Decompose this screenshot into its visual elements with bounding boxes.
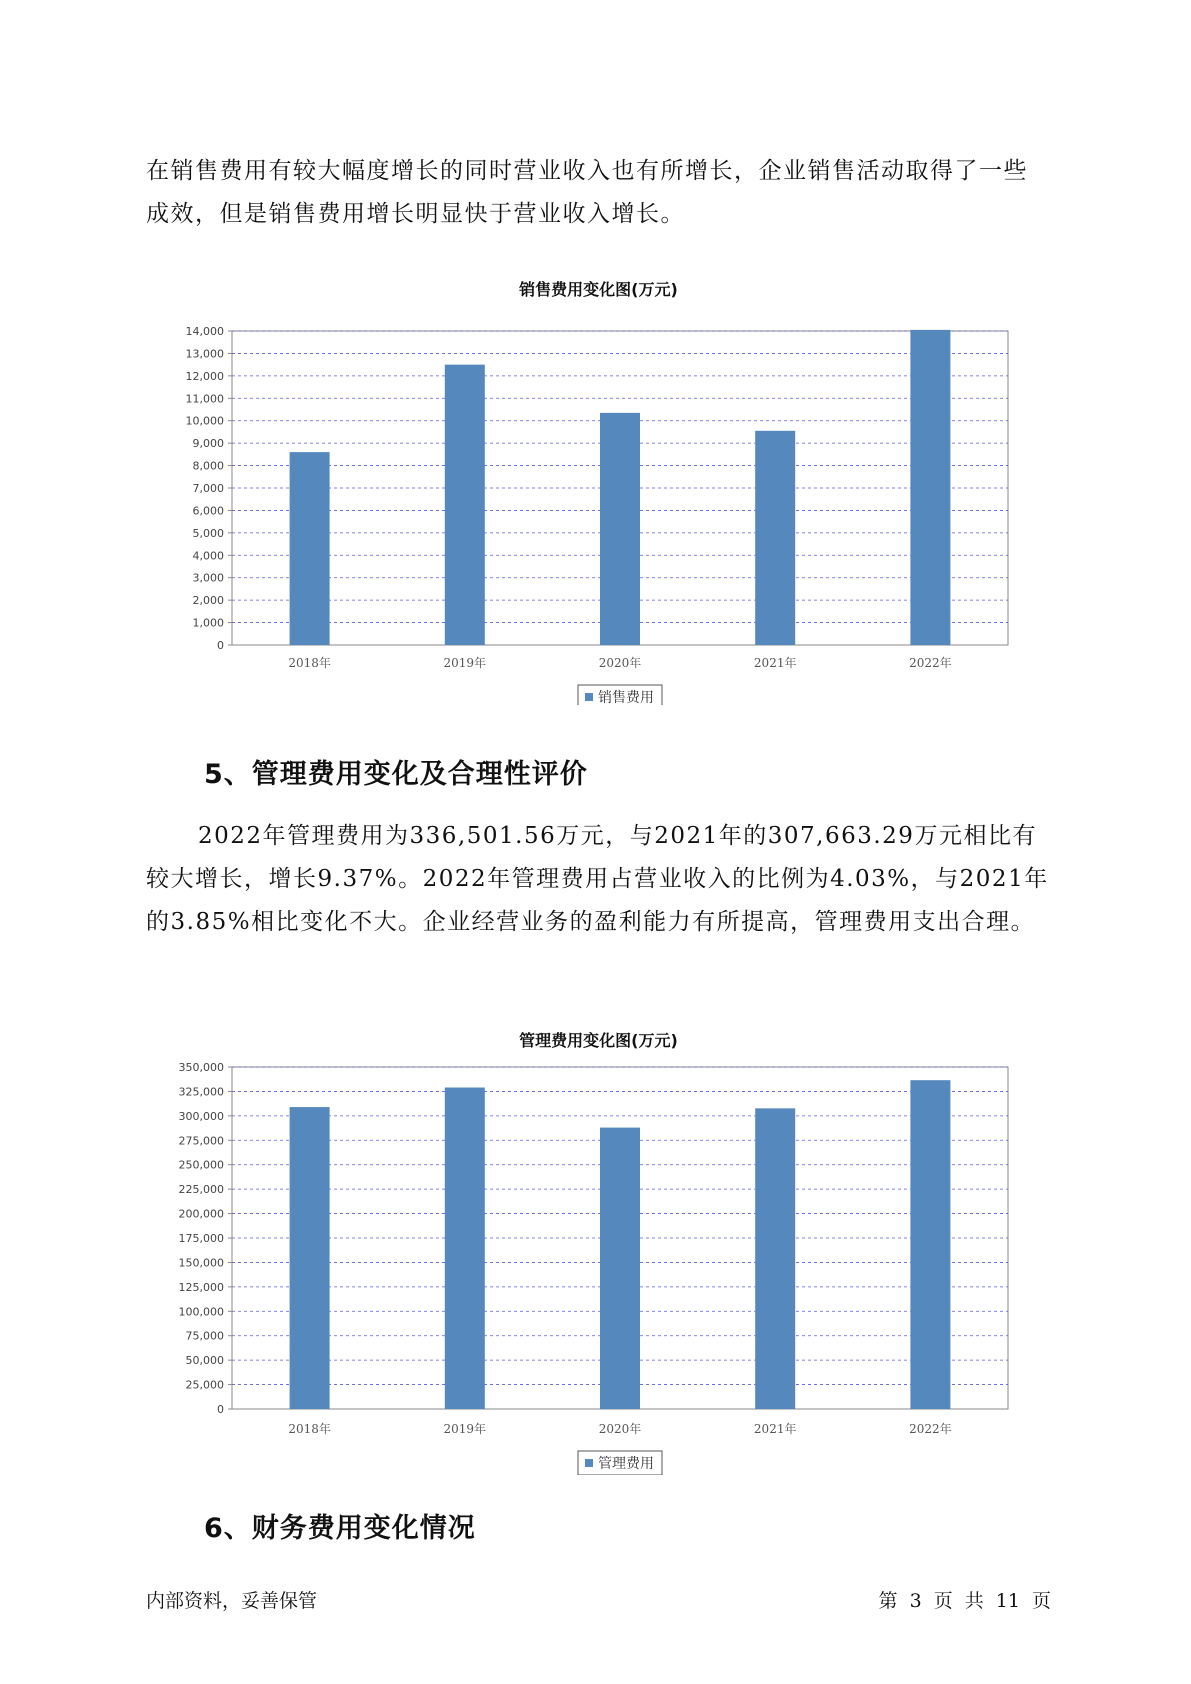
admin-expense-chart bbox=[146, 1055, 1051, 1475]
x-tick-label: 2018年 bbox=[288, 656, 331, 670]
bar bbox=[445, 365, 485, 645]
y-tick-label: 9,000 bbox=[192, 437, 224, 451]
y-tick-label: 10,000 bbox=[185, 414, 224, 428]
y-tick-label: 275,000 bbox=[178, 1134, 224, 1148]
section-heading-5: 5、管理费用变化及合理性评价 bbox=[204, 759, 588, 790]
x-tick-label: 2018年 bbox=[288, 1422, 331, 1436]
y-tick-label: 6,000 bbox=[192, 504, 224, 518]
paragraph-admin-summary: 2022年管理费用为336,501.56万元，与2021年的307,663.29万元相比有较大增长，增长9.37%。2022年管理费用占营业收入的比例为4.03%，与2021年的3.85%相比变化不大。企业经营业务的盈利能力有所提高，管理费用支出合理。 bbox=[146, 823, 1049, 935]
y-tick-label: 11,000 bbox=[185, 392, 224, 406]
y-tick-label: 350,000 bbox=[178, 1061, 224, 1074]
x-tick-label: 2019年 bbox=[443, 656, 487, 670]
bar bbox=[910, 1080, 950, 1409]
y-tick-label: 125,000 bbox=[178, 1280, 224, 1294]
legend-label: 管理费用 bbox=[598, 1456, 654, 1472]
sales-expense-chart bbox=[146, 305, 1051, 705]
y-tick-label: 325,000 bbox=[178, 1085, 224, 1099]
legend-swatch bbox=[585, 693, 593, 701]
legend bbox=[578, 1451, 662, 1475]
y-tick-label: 5,000 bbox=[192, 526, 224, 540]
x-tick-label: 2021年 bbox=[753, 656, 797, 670]
y-tick-label: 2,000 bbox=[192, 594, 224, 608]
chart-title-admin: 管理费用变化图(万元) bbox=[519, 1031, 678, 1050]
y-tick-label: 12,000 bbox=[185, 369, 224, 383]
y-tick-label: 100,000 bbox=[178, 1305, 224, 1319]
y-tick-label: 1,000 bbox=[192, 616, 224, 630]
bar bbox=[290, 452, 330, 645]
y-tick-label: 14,000 bbox=[185, 325, 224, 338]
x-tick-label: 2019年 bbox=[443, 1422, 487, 1436]
legend-swatch bbox=[585, 1459, 593, 1467]
y-tick-label: 50,000 bbox=[185, 1354, 224, 1368]
legend bbox=[578, 685, 662, 705]
bar bbox=[910, 330, 950, 645]
x-tick-label: 2022年 bbox=[909, 1422, 952, 1436]
x-tick-label: 2021年 bbox=[753, 1422, 797, 1436]
chart-title-sales: 销售费用变化图(万元) bbox=[519, 280, 678, 299]
paragraph-sales-summary: 在销售费用有较大幅度增长的同时营业收入也有所增长，企业销售活动取得了一些成效，但是销售费用增长明显快于营业收入增长。 bbox=[146, 158, 1028, 227]
footer-confidential-note: 内部资料，妥善保管 bbox=[146, 1590, 318, 1612]
y-tick-label: 75,000 bbox=[185, 1329, 224, 1343]
y-tick-label: 175,000 bbox=[178, 1232, 224, 1245]
bar bbox=[600, 1128, 640, 1409]
footer-page-number: 第 3 页 共 11 页 bbox=[878, 1590, 1051, 1612]
y-tick-label: 4,000 bbox=[192, 549, 224, 563]
y-tick-label: 225,000 bbox=[178, 1183, 224, 1197]
bar bbox=[600, 413, 640, 645]
x-tick-label: 2020年 bbox=[598, 656, 642, 670]
y-tick-label: 0 bbox=[217, 639, 224, 652]
y-tick-label: 150,000 bbox=[178, 1256, 224, 1270]
y-tick-label: 200,000 bbox=[178, 1207, 224, 1221]
y-tick-label: 3,000 bbox=[192, 571, 224, 585]
y-tick-label: 8,000 bbox=[192, 459, 224, 473]
bar bbox=[755, 431, 795, 645]
y-tick-label: 7,000 bbox=[192, 482, 224, 495]
bar bbox=[290, 1107, 330, 1409]
x-tick-label: 2020年 bbox=[598, 1422, 642, 1436]
y-tick-label: 25,000 bbox=[185, 1378, 224, 1392]
y-tick-label: 0 bbox=[217, 1403, 224, 1416]
y-tick-label: 300,000 bbox=[178, 1109, 224, 1123]
section-heading-6: 6、财务费用变化情况 bbox=[204, 1513, 476, 1544]
legend-label: 销售费用 bbox=[598, 690, 654, 705]
x-tick-label: 2022年 bbox=[909, 656, 952, 670]
bar bbox=[755, 1108, 795, 1409]
bar bbox=[445, 1088, 485, 1409]
y-tick-label: 13,000 bbox=[185, 347, 224, 361]
y-tick-label: 250,000 bbox=[178, 1158, 224, 1172]
